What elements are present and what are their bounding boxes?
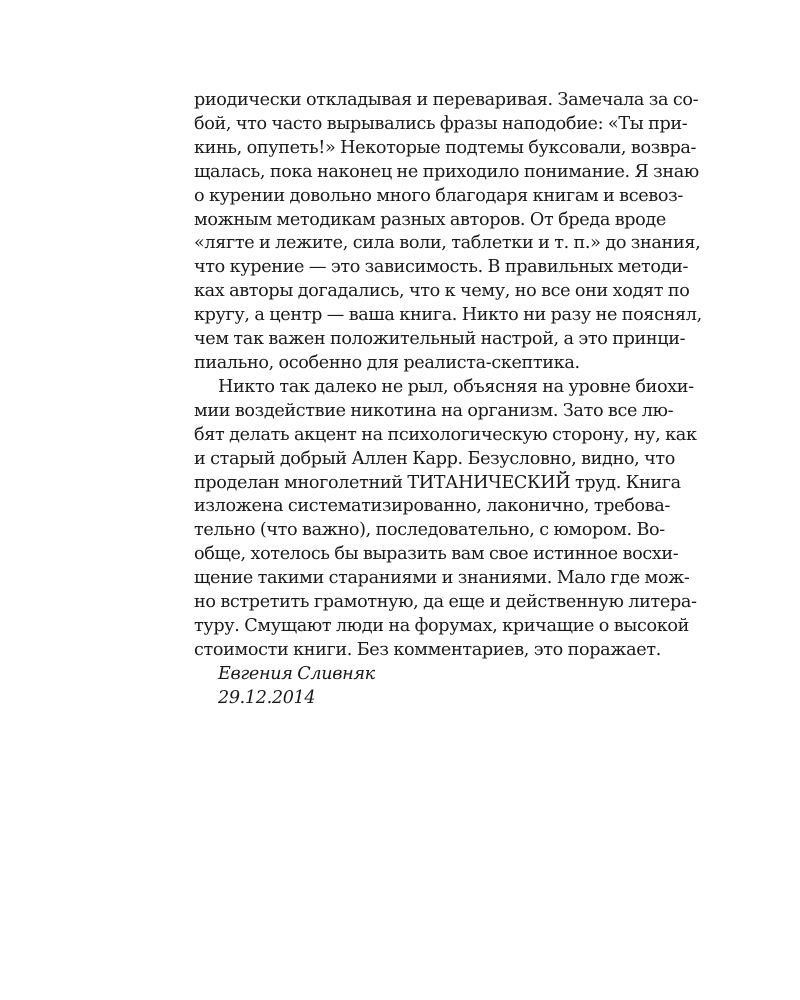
text-line: пиально, особенно для реалиста-скептика. bbox=[194, 352, 580, 373]
text-line: кругу, а центр — ваша книга. Никто ни разу не пояснял, bbox=[194, 305, 702, 326]
text-line: обще, хотелось бы выразить вам свое истинное восхи- bbox=[194, 544, 679, 565]
text-line: но встретить грамотную, да еще и действенную литера- bbox=[194, 592, 697, 613]
signature-block bbox=[194, 663, 643, 711]
signature-author: Евгения Сливняк bbox=[218, 663, 375, 684]
signature-date: 29.12.2014 bbox=[218, 687, 316, 708]
text-line: кинь, опупеть!» Некоторые подтемы буксовали, возвра- bbox=[194, 137, 697, 158]
text-line: что курение — это зависимость. В правильных методи- bbox=[194, 257, 689, 278]
text-line: проделан многолетний ТИТАНИЧЕСКИЙ труд. Книга bbox=[194, 472, 681, 493]
paragraph-1 bbox=[194, 89, 702, 376]
text-line: стоимости книги. Без комментариев, это поражает. bbox=[194, 639, 661, 660]
text-line: бой, что часто вырывались фразы наподобие: «Ты при- bbox=[194, 113, 688, 134]
text-line: мии воздействие никотина на организм. Зато все лю- bbox=[194, 400, 674, 421]
text-line: бят делать акцент на психологическую сторону, ну, как bbox=[194, 424, 697, 445]
text-line: Никто так далеко не рыл, объясняя на уровне биохи- bbox=[218, 376, 694, 397]
review-text-block bbox=[194, 89, 702, 711]
text-line: чем так важен положительный настрой, а это принци- bbox=[194, 329, 686, 350]
text-line: о курении довольно много благодаря книгам и всевоз- bbox=[194, 185, 683, 206]
text-line: «лягте и лежите, сила воли, таблетки и т. п.» до знания, bbox=[194, 233, 701, 254]
text-line: щалась, пока наконец не приходило понимание. Я знаю bbox=[194, 161, 699, 182]
paragraph-2 bbox=[194, 376, 697, 663]
text-line: можным методикам разных авторов. От бреда вроде bbox=[194, 209, 666, 230]
text-line: щение такими стараниями и знаниями. Мало где мож- bbox=[194, 568, 690, 589]
text-line: тельно (что важно), последовательно, с юмором. Во- bbox=[194, 520, 665, 541]
text-line: ках авторы догадались, что к чему, но все они ходят по bbox=[194, 281, 690, 302]
text-line: риодически откладывая и переваривая. Замечала за со- bbox=[194, 90, 699, 110]
text-line: и старый добрый Аллен Карр. Безусловно, видно, что bbox=[194, 448, 676, 469]
text-line: туру. Смущают люди на форумах, кричащие о высокой bbox=[194, 615, 689, 636]
text-line: изложена систематизированно, лаконично, требова- bbox=[194, 496, 670, 517]
